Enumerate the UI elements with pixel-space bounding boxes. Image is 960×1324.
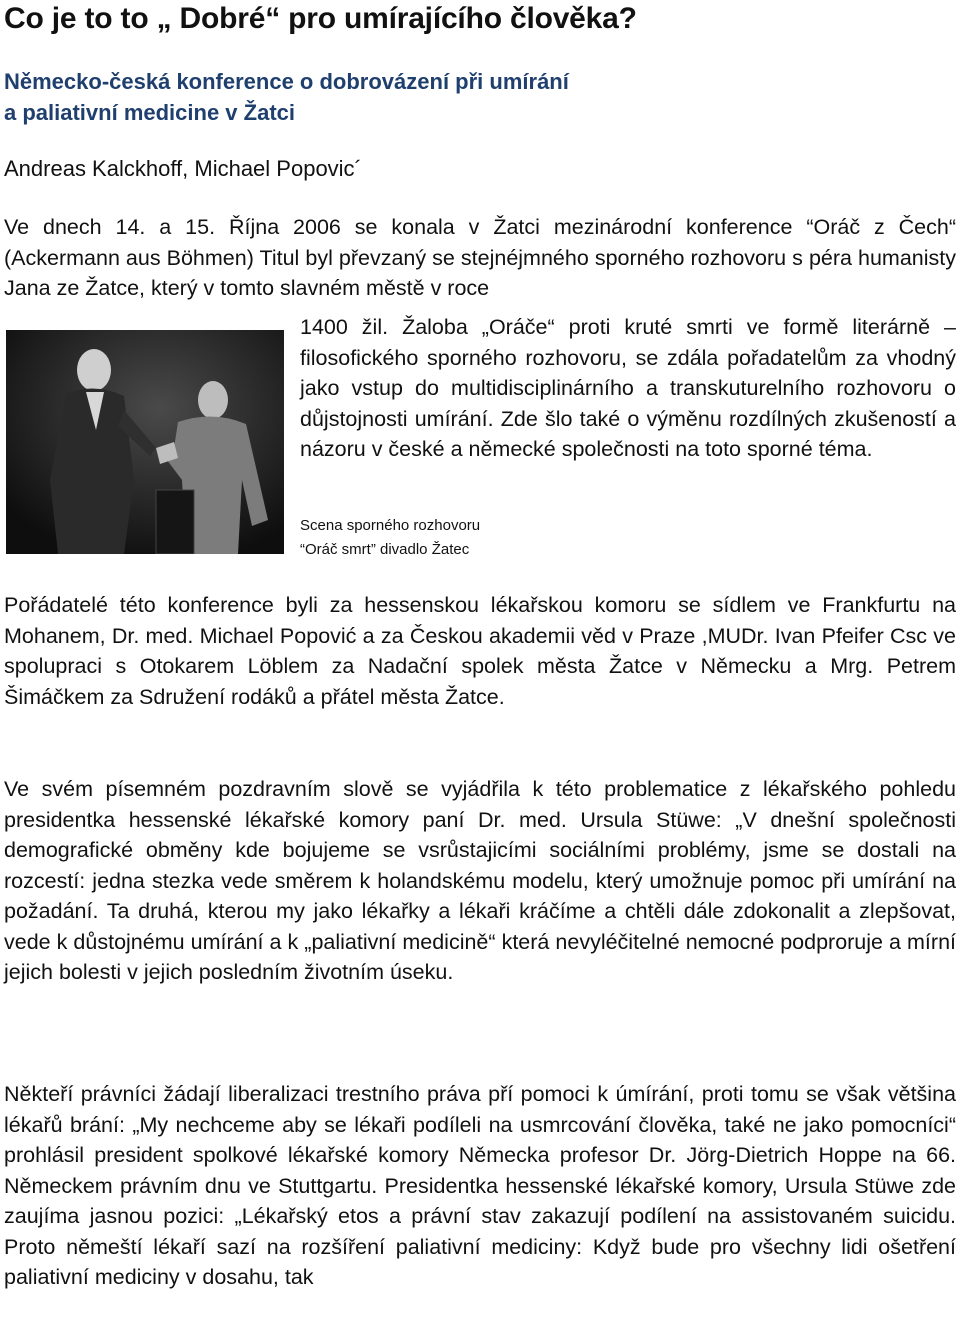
theatre-scene-photo	[6, 330, 284, 554]
subtitle	[4, 66, 569, 128]
greeting-paragraph: Ve svém písemném pozdravním slově se vyjádřila k této problematice z lékařského pohledu presidentka hessenské lékařské komory paní Dr. med. Ursula Stüwe: „V dnešní společnosti demografické obměny kde bojujeme se vsrůstajicími sociálními problémy, jsme se dostali na rozcestí: jedna stezka vede směrem k holandskému modelu, který umožnuje pomoc při umírání na požadání. Ta druhá, kterou my jako lékařky a lékaři kráčíme a chtěli dále zdokonalit a zlepšovat, vede k důstojnému umírání a k „paliativní medicině“ která nevyléčitelné nemocné podproruje a mírní jejich bolesti v jejich posledním životním úseku.	[4, 777, 956, 984]
lawyers-paragraph: Někteří právníci žádají liberalizaci trestního práva pří pomoci k úmírání, proti tomu se však většina lékařů brání: „My nechceme aby se lékaři podíleli na usmrcování člověka, také ne jako pomocníci“ prohlásil president spolkové lékařské komory Německa profesor Dr. Jörg-Dietrich Hoppe na 66. Německem právním dnu ve Stuttgartu. Presidentka hessenské lékařské komory, Ursula Stüwe zde zaujíma jasnou pozici: „Lékařský etos a právní stav zakazují podílení na assistovaném suicidu. Proto němeští lékaří sazí na rozšíření paliativní mediciny: Když bude pro všechny lidi ošetření paliativní mediciny v dosahu, tak	[4, 1082, 956, 1289]
subtitle-line-2: a paliativní medicine v Žatci	[4, 100, 295, 125]
intro-paragraph: Ve dnech 14. a 15. Října 2006 se konala v Žatci mezinárodní konference “Oráč z Čech“ (Ackermann aus Böhmen) Titul byl převzaný se stejnéjmného sporného rozhovoru s péra humanisty Jana ze Žatce, který v tomto slavném městě v roce	[4, 215, 956, 300]
subtitle-line-1: Německo-česká konference o dobrovázení při umírání	[4, 69, 569, 94]
organizers-paragraph: Pořádatelé této konference byli za hessenskou lékařskou komoru se sídlem ve Frankfurtu na Mohanem, Dr. med. Michael Popović a za Českou akademii věd v Praze ,MUDr. Ivan Pfeifer Csc ve spolupraci s Otokarem Löblem za Nadační spolek města Žatce v Německu a Mrg. Petrem Šimáčkem za Sdružení rodáků a přátel města Žatce.	[4, 593, 956, 709]
authors: Andreas Kalckhoff, Michael Popovic´	[4, 156, 362, 181]
photo-caption: Scena sporného rozhovoru “Oráč smrt” divadlo Žatec	[300, 517, 481, 558]
photo-image	[6, 330, 284, 554]
document-title: Co je to to „ Dobré“ pro umírajícího člověka?	[4, 2, 637, 35]
wrapped-paragraph: 1400 žil. Žaloba „Oráče“ proti kruté smrti ve formě literárně – filosofického sporného rozhovoru, se zdála pořadatelům za vhodný jako vstup do multidisciplinárního a transkuturelního rozhovoru o důjstojnosti umírání. Zde šlo také o výměnu rozdílných zkušeností a názoru v české a německé společnosti na toto sporné téma.	[300, 315, 956, 461]
